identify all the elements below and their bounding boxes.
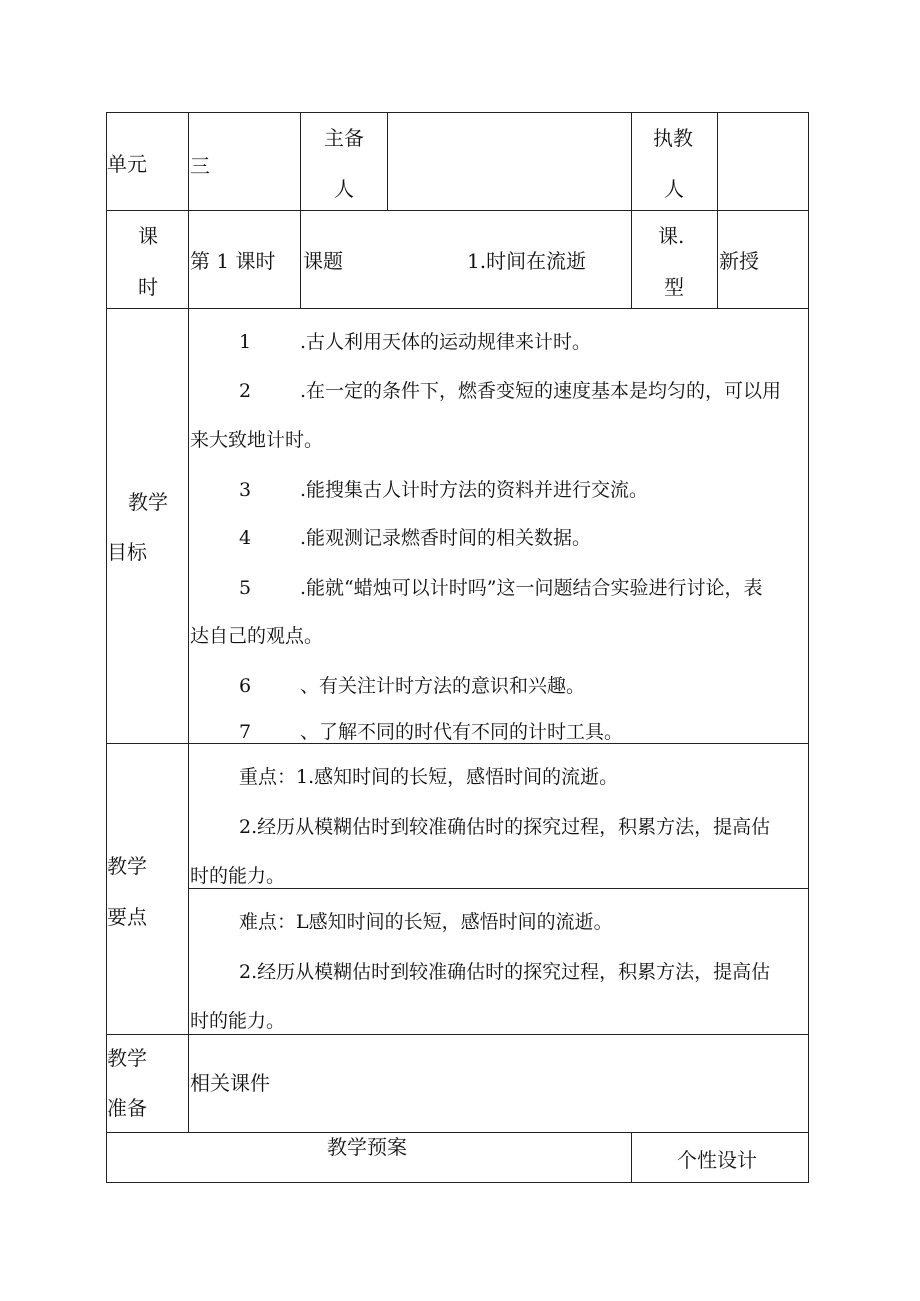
objective-item (239, 330, 859, 354)
objective-number: 7 (239, 721, 252, 743)
objective-number: 4 (239, 527, 252, 549)
objective-text-continued: 达自己的观点。 (190, 625, 324, 647)
preparer-label-line2: 人 (334, 177, 354, 201)
personal-design-label: 个性设计 (677, 1148, 757, 1172)
objective-text: .古人利用天体的运动规律来计时。 (300, 331, 592, 353)
objective-item (239, 526, 859, 550)
difficulty-point-1: 难点：L感知时间的长短，感悟时间的流逝。 (239, 911, 613, 933)
focus-point-2: 2.经历从模糊估时到较准确估时的探究过程，积累方法，提高估 (239, 816, 771, 838)
row-divider-5 (106, 1132, 809, 1133)
preparation-label-line2: 准备 (107, 1096, 147, 1120)
unit-value: 三 (190, 154, 210, 178)
topic-label: 课题 (303, 249, 343, 273)
table-border-bottom (106, 1182, 809, 1183)
objective-item (239, 576, 859, 600)
objective-item (239, 379, 859, 403)
objectives-label-line1: 教学 (128, 490, 168, 514)
objective-number: 3 (239, 479, 252, 501)
objective-text-continued: 来大致地计时。 (190, 429, 324, 451)
objective-text: .能就“蜡烛可以计时吗”这一问题结合实验进行讨论，表 (300, 577, 763, 599)
preparer-label-line1: 主备 (324, 126, 364, 150)
focus-point-1: 重点：1.感知时间的长短，感悟时间的流逝。 (239, 766, 619, 788)
period-label-line1: 课 (138, 224, 158, 248)
plan-label: 教学预案 (327, 1135, 407, 1159)
table-border-top (106, 112, 809, 113)
difficulty-point-2: 2.经历从模糊估时到较准确估时的探究过程，积累方法，提高估 (239, 961, 771, 983)
key-points-inner-divider (188, 888, 809, 889)
row-divider-4 (106, 1034, 809, 1035)
col-divider-d (717, 112, 718, 309)
objective-number: 5 (239, 577, 252, 599)
objective-text: 、了解不同的时代有不同的计时工具。 (300, 721, 624, 743)
period-label-line2: 时 (138, 275, 158, 299)
row-divider-2 (106, 308, 809, 309)
objective-number: 2 (239, 380, 252, 402)
col-divider-a (300, 112, 301, 309)
col-divider-c (631, 112, 632, 309)
topic-value: 1.时间在流逝 (467, 249, 587, 273)
objective-text: .能搜集古人计时方法的资料并进行交流。 (300, 479, 649, 501)
objective-text: .在一定的条件下，燃香变短的速度基本是均匀的，可以用 (300, 380, 782, 402)
objective-number: 6 (239, 675, 252, 697)
key-points-label-line2: 要点 (107, 905, 147, 929)
objective-text: .能观测记录燃香时间的相关数据。 (300, 527, 592, 549)
objective-item (239, 674, 859, 698)
type-label-line1: 课. (658, 224, 685, 248)
type-label-line2: 型 (664, 275, 684, 299)
objective-text: 、有关注计时方法的意识和兴趣。 (300, 675, 586, 697)
plan-divider (631, 1132, 632, 1183)
preparation-value: 相关课件 (190, 1071, 270, 1095)
objectives-label-line2: 目标 (107, 540, 147, 564)
objective-item (239, 478, 859, 502)
difficulty-point-2-continued: 时的能力。 (190, 1010, 286, 1032)
label-column-divider (188, 112, 189, 1133)
focus-point-2-continued: 时的能力。 (190, 865, 286, 887)
teacher-label-line1: 执教 (653, 126, 693, 150)
unit-label: 单元 (107, 152, 147, 176)
col-divider-b (387, 112, 388, 211)
objective-item (239, 720, 859, 744)
preparation-label-line1: 教学 (107, 1046, 147, 1070)
table-border-left (106, 112, 107, 1183)
objective-number: 1 (239, 331, 252, 353)
type-value: 新授 (719, 249, 759, 273)
row-divider-1 (106, 210, 809, 211)
key-points-label-line1: 教学 (107, 854, 147, 878)
period-value: 第 1 课时 (190, 249, 276, 273)
teacher-label-line2: 人 (664, 177, 684, 201)
